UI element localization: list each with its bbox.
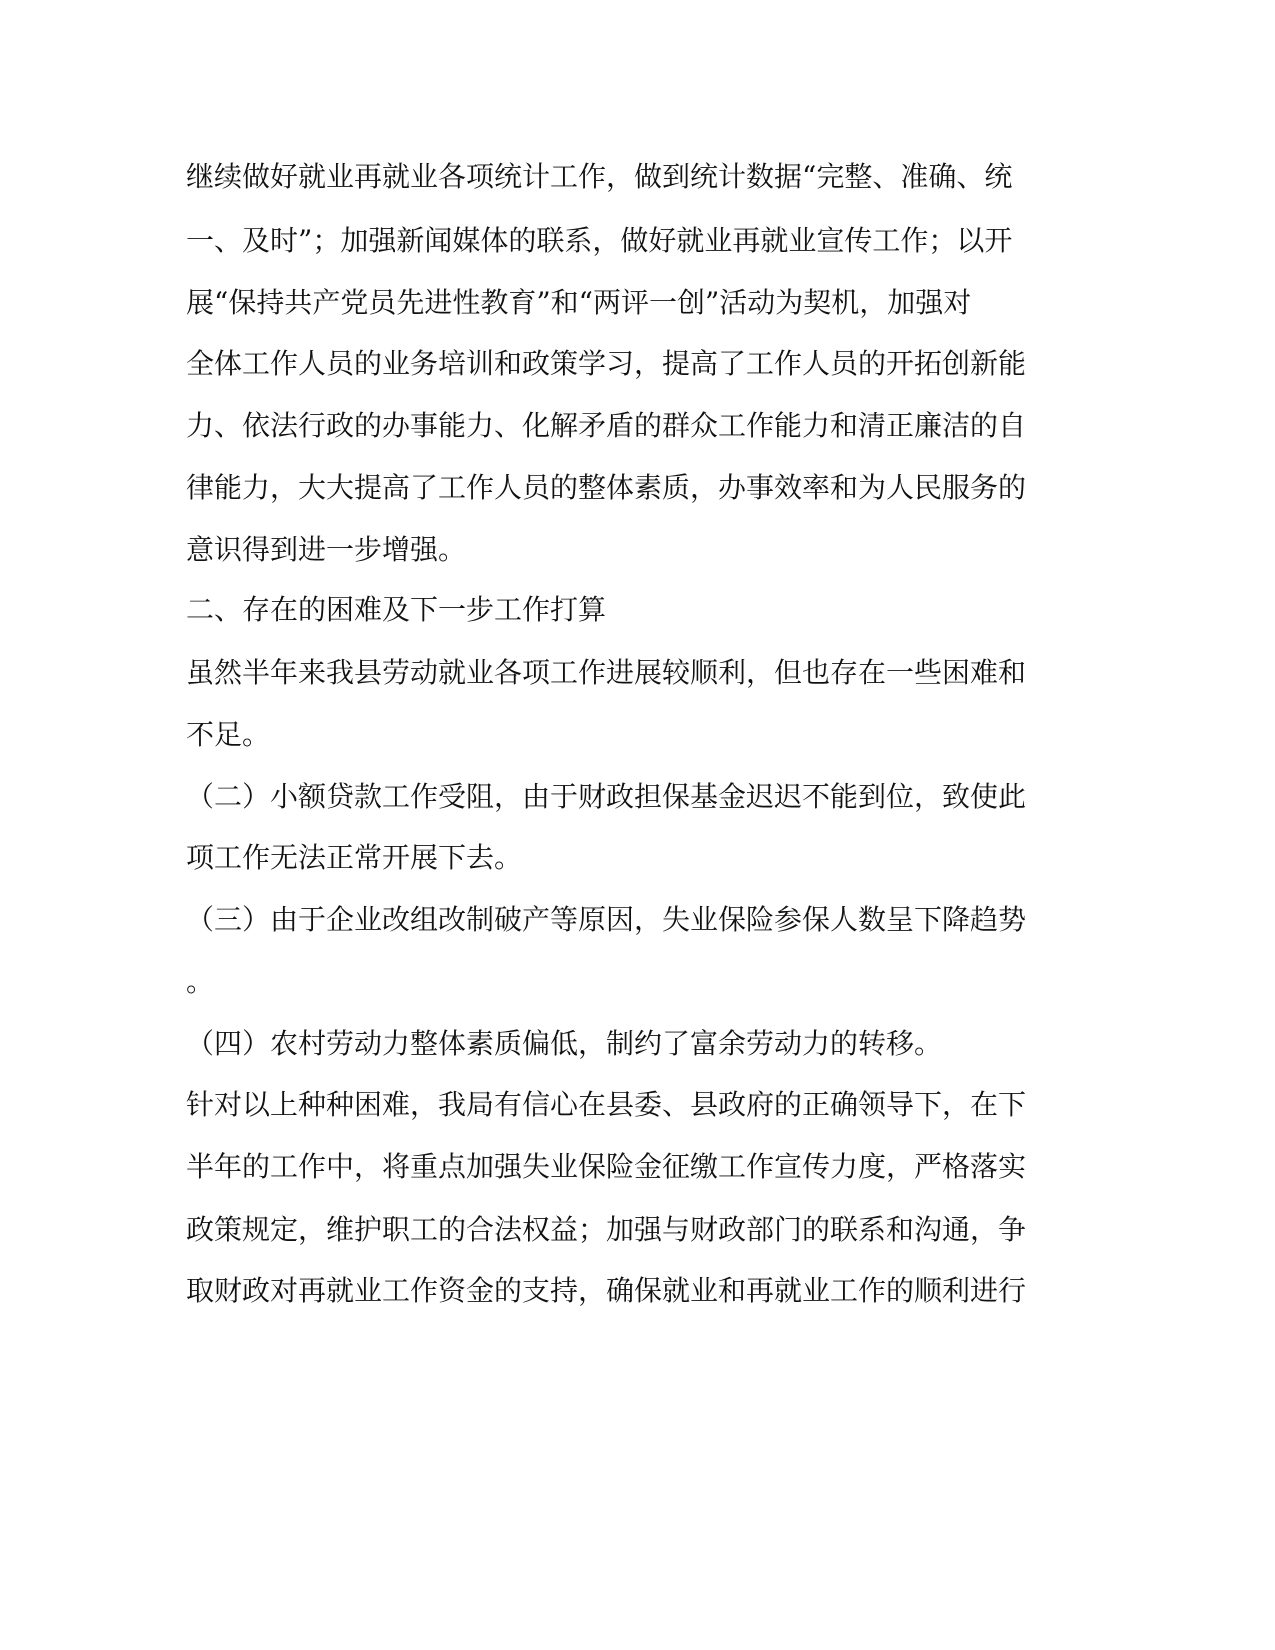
text-line: 一、及时”；加强新闻媒体的联系，做好就业再就业宣传工作；以开 <box>186 224 1013 257</box>
list-item-line: （二）小额贷款工作受阻，由于财政担保基金迟迟不能到位，致使此 <box>186 780 1027 813</box>
text-line: 取财政对再就业工作资金的支持，确保就业和再就业工作的顺利进行 <box>186 1274 1027 1307</box>
text-line: 针对以上种种困难，我局有信心在县委、县政府的正确领导下，在下 <box>186 1088 1027 1121</box>
text-line: 继续做好就业再就业各项统计工作，做到统计数据“完整、准确、统 <box>186 160 1013 193</box>
list-item-line: 。 <box>186 965 215 998</box>
list-item-line: （三）由于企业改组改制破产等原因，失业保险参保人数呈下降趋势 <box>186 903 1027 936</box>
text-line: 半年的工作中，将重点加强失业保险金征缴工作宣传力度，严格落实 <box>186 1150 1027 1183</box>
list-item-line: 项工作无法正常开展下去。 <box>186 841 523 874</box>
text-line: 律能力，大大提高了工作人员的整体素质，办事效率和为人民服务的 <box>186 471 1027 504</box>
text-line: 全体工作人员的业务培训和政策学习，提高了工作人员的开拓创新能 <box>186 347 1027 380</box>
text-line: 力、依法行政的办事能力、化解矛盾的群众工作能力和清正廉洁的自 <box>186 409 1027 442</box>
text-line: 意识得到进一步增强。 <box>186 533 467 566</box>
text-line: 政策规定，维护职工的合法权益；加强与财政部门的联系和沟通，争 <box>186 1213 1027 1246</box>
text-line: 虽然半年来我县劳动就业各项工作进展较顺利，但也存在一些困难和 <box>186 656 1027 689</box>
list-item-line: （四）农村劳动力整体素质偏低，制约了富余劳动力的转移。 <box>186 1027 943 1060</box>
section-heading: 二、存在的困难及下一步工作打算 <box>186 593 607 626</box>
text-line: 展“保持共产党员先进性教育”和“两评一创”活动为契机，加强对 <box>186 286 972 319</box>
text-line: 不足。 <box>186 718 271 751</box>
